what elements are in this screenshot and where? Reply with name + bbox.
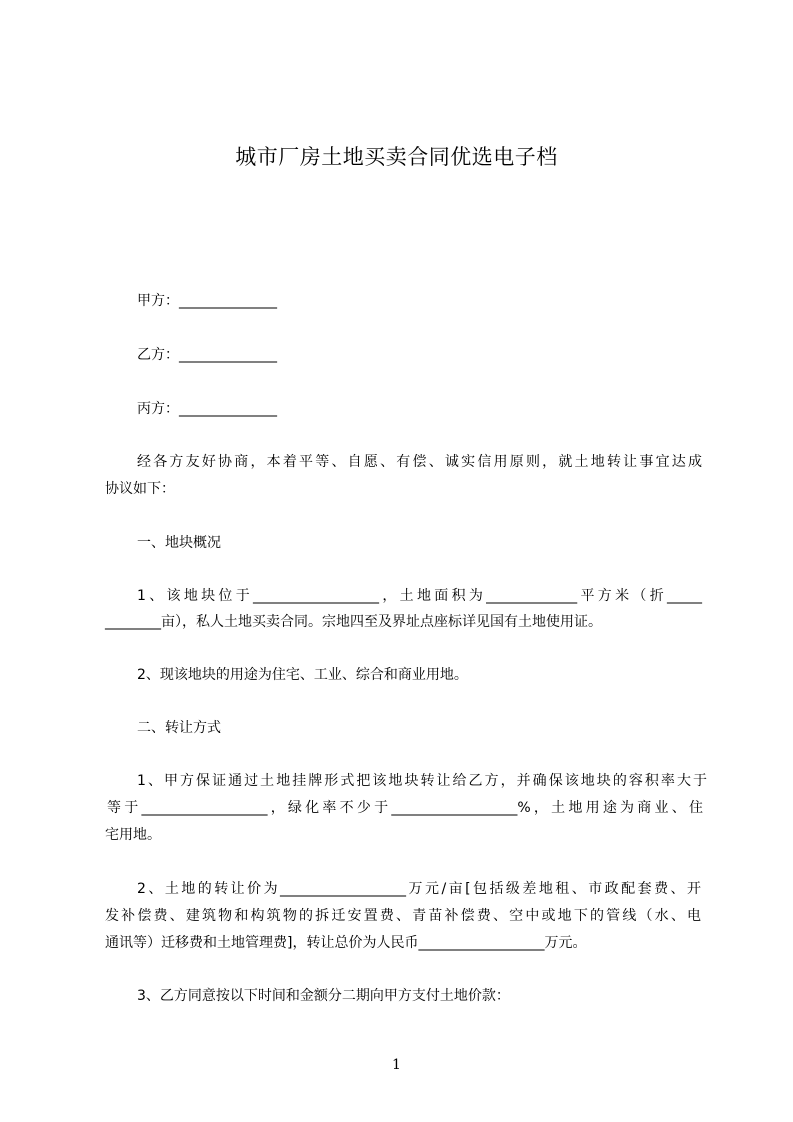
section-1-item-1-line-2: ________亩），私人土地买卖合同。宗地四至及界址点座标详见国有土地使用证。 xyxy=(105,614,602,630)
page-number: 1 xyxy=(392,1057,401,1073)
section-2-item-3: 3、乙方同意按以下时间和金额分二期向甲方支付土地价款： xyxy=(137,988,510,1004)
party-b-line: 乙方：______________ xyxy=(137,347,277,363)
intro-paragraph-line-2: 协议如下： xyxy=(105,481,175,497)
section-2-item-2-line-3: 通讯等）迁移费和土地管理费]，转让总价为人民币__________________万元。 xyxy=(105,935,587,951)
section-1-item-2: 2、现该地块的用途为住宅、工业、综合和商业用地。 xyxy=(137,667,468,683)
section-2-item-2-line-1: 2、土地的转让价为__________________万元/亩[包括级差地租、市政配套费、开 xyxy=(137,881,701,897)
section-1-item-1-line-1: 1、该地块位于__________________，土地面积为_____________平方米（折_____ xyxy=(137,588,702,604)
section-2-item-1-line-2: 等于__________________，绿化率不少于__________________%，土地用途为商业、住 xyxy=(107,800,703,816)
section-2-heading: 二、转让方式 xyxy=(137,720,221,736)
document-title: 城市厂房土地买卖合同优选电子档 xyxy=(235,145,558,169)
party-c-line: 丙方：______________ xyxy=(137,401,277,417)
section-2-item-1-line-3: 宅用地。 xyxy=(105,827,161,843)
party-a-line: 甲方：______________ xyxy=(137,293,277,309)
section-2-item-2-line-2: 发补偿费、建筑物和构筑物的拆迁安置费、青苗补偿费、空中或地下的管线（水、电 xyxy=(105,908,701,924)
section-2-item-1-line-1: 1、甲方保证通过土地挂牌形式把该地块转让给乙方，并确保该地块的容积率大于 xyxy=(137,773,707,789)
section-1-heading: 一、地块概况 xyxy=(137,535,221,551)
intro-paragraph-line-1: 经各方友好协商，本着平等、自愿、有偿、诚实信用原则，就土地转让事宜达成 xyxy=(137,454,702,470)
